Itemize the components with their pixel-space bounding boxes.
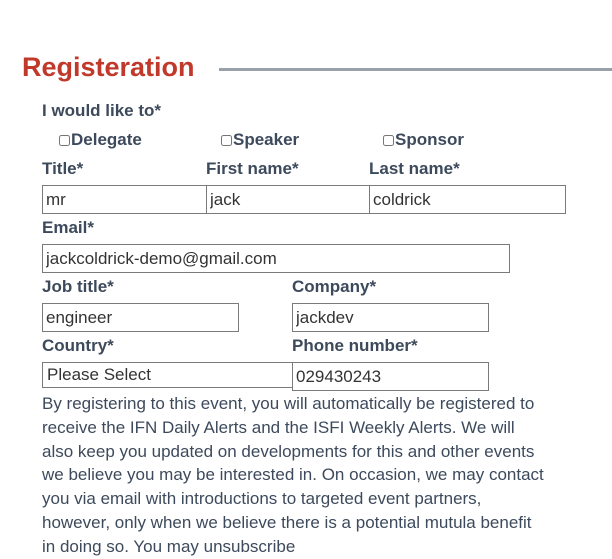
delegate-label: Delegate <box>71 130 142 149</box>
country-select[interactable] <box>42 362 298 388</box>
first-name-field[interactable] <box>206 185 371 214</box>
sponsor-label: Sponsor <box>395 130 464 149</box>
job-title-label: Job title* <box>42 277 114 296</box>
sponsor-checkbox[interactable] <box>383 135 394 146</box>
interest-label: I would like to* <box>42 101 162 120</box>
job-title-field[interactable] <box>42 303 239 332</box>
speaker-checkbox[interactable] <box>221 135 232 146</box>
heading-divider <box>219 68 612 71</box>
phone-field[interactable] <box>292 362 489 391</box>
section-heading: Registeration <box>22 52 195 82</box>
last-name-label: Last name* <box>369 159 460 178</box>
email-label: Email* <box>42 218 94 237</box>
delegate-checkbox[interactable] <box>59 135 70 146</box>
delegate-option[interactable] <box>59 130 142 150</box>
email-field[interactable] <box>42 244 510 273</box>
company-label: Company* <box>292 277 377 296</box>
sponsor-option[interactable] <box>383 130 464 150</box>
last-name-field[interactable] <box>369 185 566 214</box>
speaker-label: Speaker <box>233 130 300 149</box>
title-label: Title* <box>42 159 84 178</box>
phone-label: Phone number* <box>292 336 418 355</box>
title-field[interactable] <box>42 185 208 214</box>
speaker-option[interactable] <box>221 130 299 150</box>
first-name-label: First name* <box>206 159 299 178</box>
country-selected-value: Please Select <box>47 365 151 384</box>
country-label: Country* <box>42 336 114 355</box>
company-field[interactable] <box>292 303 489 332</box>
disclaimer-text: By registering to this event, you will automatically be registered to receive the IFN Daily Alerts and the ISFI Weekly Alerts. We will also keep you updated on developments for this and other events we believe you may be interested in. On occasion, we may contact you via email with introductions to targeted event partners, however, only when we believe there is a potential mutula benefit in doing so. You may unsubscribe <box>42 394 544 556</box>
